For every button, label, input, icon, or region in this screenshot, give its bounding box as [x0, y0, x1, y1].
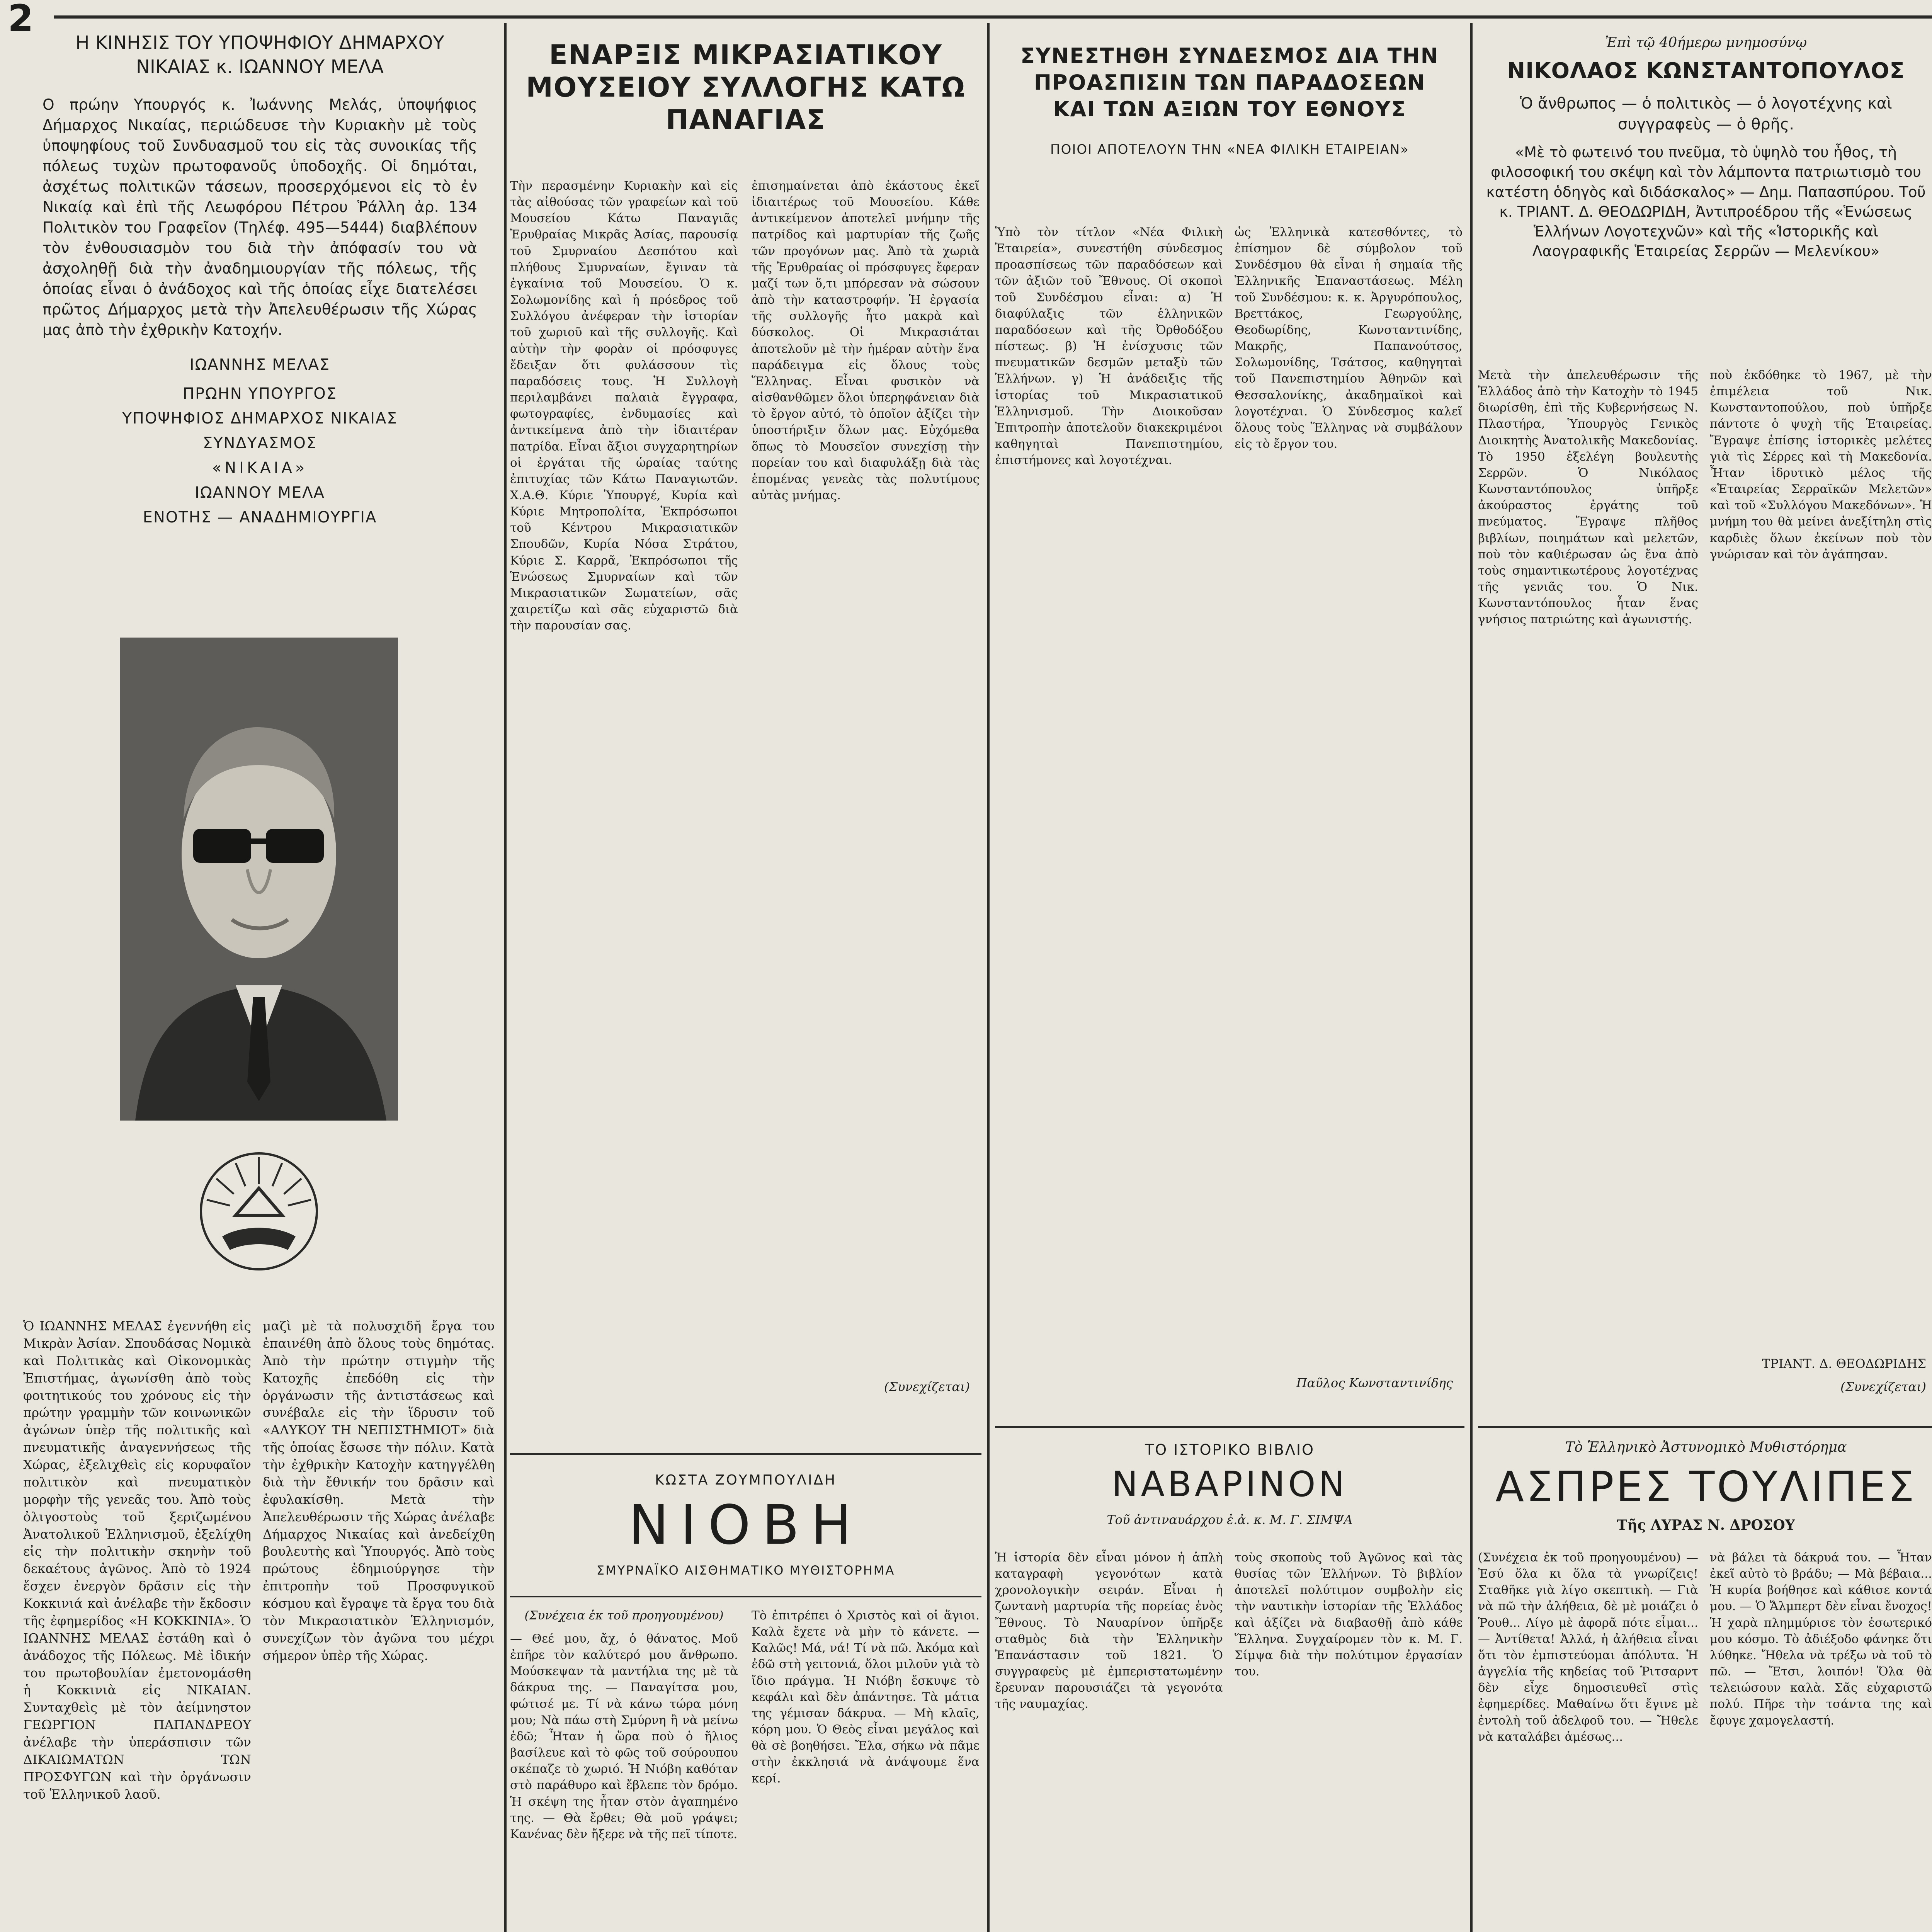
melas-body-right: μαζὶ μὲ τὰ πολυσχιδῆ ἔργα του ἐπαινέθη ἀπὸ ὅλους τοὺς δημότας. Ἀπὸ τὴν πρώτην στιγμὴν τῆς Κατοχῆς ἐπεδόθη εἰς τὴν ὀργάνωσιν τῆς ἀντιστάσεως καὶ συνέβαλε εἰς τὴν ἵδρυσιν τοῦ «ΑΛΥΚΟΥ ΤΗ ΝΕΠΙΣΤΗΜΙΟΤ» διὰ τῆς ὁποίας ἔσωσε τὴν πόλιν. Κατὰ τὴν ἐχθρικὴν Κατοχὴν κατηγγέλθη διὰ τὴν ἔθνικήν του δρᾶσιν καὶ ἐφυλακίσθη. Μετὰ τὴν Ἀπελευθέρωσιν τῆς Χώρας ἀνέλαβε Δήμαρχος Νικαίας καὶ ἀνεδείχθη βουλευτὴς καὶ Ὑπουργός. Ἀπὸ τοὺς πρώτους ἐδημιούργησε τὴν ἐπιτροπὴν τοῦ Προσφυγικοῦ κόσμου καὶ ἔγραψε τὰ ἔργα του διὰ τὸν Μικρασιατικὸν Ἑλληνισμόν, συνεχίζων τὸν ἀγῶνα του μέχρι σήμερον ὑπὲρ τῆς Χώρας. — [263, 1318, 495, 1663]
ticket-line: ΕΝΟΤΗΣ — ΑΝΑΔΗΜΙΟΥΡΓΙΑ — [143, 509, 377, 527]
museum-headline: ΕΝΑΡΞΙΣ ΜΙΚΡΑΣΙΑΤΙΚΟΥ ΜΟΥΣΕΙΟΥ ΣΥΛΛΟΓΗΣ ΚΑΤΩ ΠΑΝΑΓΙΑΣ — [526, 39, 966, 136]
column-divider-2 — [987, 23, 990, 1932]
ticket-line: ΥΠΟΨΗΦΙΟΣ ΔΗΜΑΡΧΟΣ ΝΙΚΑΙΑΣ — [122, 410, 398, 428]
association-subhead: ΠΟΙΟΙ ΑΠΟΤΕΛΟΥΝ ΤΗΝ «ΝΕΑ ΦΙΛΙΚΗ ΕΤΑΙΡΕΙΑΝ» — [1050, 142, 1409, 158]
toulipes-body-left: (Συνέχεια ἐκ τοῦ προηγουμένου) — Ἐσύ ὅλα κι ὅλα τὰ γνωρίζεις! Σταθῆκε γιὰ λίγο σκεπτικὴ. — Γιὰ νὰ πῶ τὴν ἀλήθεια, δὲ μὲ μοιάζει ὁ Ῥουθ... Λίγο μὲ ἀφορᾶ πότε εἶμαι... — Ἀντίθετα! Ἀλλά, ἡ ἀλήθεια εἶναι ὅτι τὸν ἐμπιστεύομαι ἀπόλυτα. Ἡ ἀγγελία τῆς κηδείας τοῦ Ῥιτσαρντ δὲν εἶχε δημοσιευθεῖ στὶς ἐφημερίδες. Μαθαίνω ὅτι ἔγινε μὲ ἐντολὴ τοῦ ἀδελφοῦ του. — Ἤθελε νὰ καταλάβει ἀμέσως... — [1478, 1551, 1698, 1744]
toulipes-byline: Τῆς ΛΥΡΑΣ Ν. ΔΡΟΣΟΥ — [1617, 1517, 1795, 1533]
melas-signature: ΙΩΑΝΝΗΣ ΜΕΛΑΣ — [189, 356, 330, 374]
ticket-line: ΣΥΝΔΥΑΣΜΟΣ — [202, 434, 317, 452]
niobi-body-left: — Θεέ μου, ἄχ, ὁ θάνατος. Μοῦ ἐπῆρε τὸν καλύτερό μου ἄνθρωπο. Μούσκεψαν τὰ μαντήλια της μὲ τὰ δάκρυα της. — Παναγίτσα μου, φώτισέ με. Τί νὰ κάνω τώρα μόνη μου; Νὰ πάω στὴ Σμύρνη ἢ νὰ μείνω ἐδῶ; Ἦταν ἡ ὥρα ποὺ ὁ ἥλιος βασίλευε καὶ τὸ φῶς τοῦ σούρουπου σκέπαζε τὸ χωριό. Ἡ Νιόβη καθόταν στὸ παράθυρο καὶ ἔβλεπε τὸν δρόμο. Ἡ σκέψη της ἦταν στὸν ἀγαπημένο της. — Θὰ ἔρθει; Θὰ μοῦ γράψει; Κανένας δὲν ἤξερε νὰ τῆς πεῖ τίποτε. — [510, 1632, 738, 1841]
association-article — [995, 31, 1464, 1414]
konstantopoulos-kicker: Ἐπὶ τῷ 40ήμερω μνημοσύνῳ — [1605, 35, 1807, 51]
niobi-previous: (Συνέχεια ἐκ τοῦ προηγουμένου) — [524, 1609, 724, 1622]
portrait-photo — [120, 638, 398, 1121]
museum-body-left: Τὴν περασμένην Κυριακὴν καὶ εἰς τὰς αἰθούσας τῶν γραφείων καὶ τοῦ Μουσείου Κάτω Παναγιᾶς Ἐρυθραίας Μικρᾶς Ἀσίας, παρουσίᾳ τοῦ Σμυρναίου Δεσπότου καὶ πλήθους Σμυρναίων, ἔγιναν τὰ ἐγκαίνια τοῦ Μουσείου. Ὁ κ. Σολωμονίδης καὶ ἡ πρόεδρος τοῦ Συλλόγου ἀνέφεραν τὴν ἱστορίαν τοῦ χωριοῦ καὶ τῆς συλλογῆς. Καὶ αὐτὴν τὴν φορὰν οἱ πρόσφυγες ἔδειξαν ὅτι φυλάσσουν τὶς παραδόσεις τους. Ἡ Συλλογὴ περιλαμβάνει παλαιὰ ἔγγραφα, φωτογραφίες, ἐνδυμασίες καὶ ἀντικείμενα ἀπὸ τὴν ἰδιαιτέραν πατρίδα. Εἶναι ἄξιοι συγχαρητηρίων οἱ ἐργάται τῆς ὡραίας ταύτης ἐπιτυχίας τῶν Κάτω Παναγιωτῶν. Χ.Α.Θ. Κύριε Ὑπουργέ, Κυρία καὶ Κύριε Μητροπολίτα, Ἐκπρόσωποι τοῦ Κέντρου Μικρασιατικῶν Σπουδῶν, Κυρία Νόσα Στράτου, Κύριε Σ. Καρρᾶ, Ἐκπρόσωποι τῆς Ἑνώσεως Σμυρναίων καὶ τῶν Μικρασιατικῶν Σωματείων, σᾶς χαιρετίζω καὶ σᾶς εὐχαριστῶ διὰ τὴν παρουσίαν σας. — [510, 179, 738, 633]
party-emblem — [195, 1148, 323, 1275]
konstantopoulos-quote: «Μὲ τὸ φωτεινό του πνεῦμα, τὸ ὑψηλὸ του ἦθος, τὴ φιλοσοφική του σκέψη καὶ τὸν λάμποντα πατριωτισμὸ του κατέστη ὁδηγὸς καὶ διδάσκαλος» — Δημ. Παπασπύρου. Τοῦ κ. ΤΡΙΑΝΤ. Δ. ΘΕΟΔΩΡΙΔΗ, Ἀντιπροέδρου τῆς «Ἑνώσεως Ἑλλήνων Λογοτεχνῶν» καὶ τῆς «Ἱστορικῆς καὶ Λαογραφικῆς Ἑταιρείας Σερρῶν — Μελενίκου» — [1486, 144, 1926, 260]
association-body-left: Ὑπὸ τὸν τίτλον «Νέα Φιλικὴ Ἑταιρεία», συνεστήθη σύνδεσμος προασπίσεως τῶν παραδόσεων καὶ τῶν ἀξιῶν τοῦ Ἔθνους. Οἱ σκοποὶ τοῦ Συνδέσμου εἶναι: α) Ἡ διαφύλαξις τῶν ἑλληνικῶν παραδόσεων καὶ τῆς Ὀρθοδόξου πίστεως. β) Ἡ ἐνίσχυσις τῶν πνευματικῶν δεσμῶν μεταξὺ τῶν Ἑλλήνων. γ) Ἡ ἀνάδειξις τῆς ἱστορίας τοῦ Μικρασιατικοῦ Ἑλληνισμοῦ. Τὴν Διοικοῦσαν Ἐπιτροπὴν ἀποτελοῦν διακεκριμένοι καθηγηταὶ Πανεπιστημίου, ἐπιστήμονες καὶ λογοτέχναι. — [995, 225, 1223, 468]
toulipes-serial — [1478, 1434, 1932, 1932]
navarinon-title — [995, 1464, 1464, 1505]
museum-continued: (Συνεχίζεται) — [884, 1379, 970, 1394]
column-divider-1 — [504, 23, 507, 1932]
museum-body-right: ἐπισημαίνεται ἀπὸ ἑκάστους ἐκεῖ ἰδιαιτέρως τοῦ Μουσείου. Κάθε ἀντικείμενον ἀποτελεῖ μνήμην τῆς πατρίδος καὶ μαρτυρίαν τῆς ζωῆς τῶν προγόνων μας. Ἀπὸ τὰ χωριὰ τῆς Ἐρυθραίας οἱ πρόσφυγες ἔφεραν μαζί των ὅ,τι μπόρεσαν νὰ σώσουν ἀπὸ τὴν καταστροφήν. Ἡ ἐργασία τῆς συλλογῆς ἦτο μακρὰ καὶ δύσκολος. Οἱ Μικρασιάται ἀποτελοῦν μὲ τὴν ἡμέραν αὐτὴν ἕνα παράδειγμα εἰς ὅλους τοὺς Ἕλληνας. Εἶναι φυσικὸν νὰ αἰσθανθῶμεν ὅλοι ὑπερηφάνειαν διὰ τὸ ἔργον αὐτό, τὸ ὁποῖον ἀξίζει τὴν ὑποστήριξιν ὅλων μας. Εὐχόμεθα ὅπως τὸ Μουσεῖον συνεχίσῃ τὴν πορείαν του καὶ διαφυλάξῃ διὰ τὰς ἑπομένας γενεὰς τὰς πολυτίμους αὐτὰς μνήμας. — [752, 179, 980, 502]
konstantopoulos-headline: ΝΙΚΟΛΑΟΣ ΚΩΝΣΤΑΝΤΟΠΟΥΛΟΣ — [1507, 58, 1905, 83]
niobi-serial — [510, 1464, 981, 1932]
konstantopoulos-signoff: ΤΡΙΑΝΤ. Δ. ΘΕΟΔΩΡΙΔΗΣ — [1762, 1356, 1926, 1371]
association-body-right: ὡς Ἑλληνικὰ κατεσθόντες, τὸ ἐπίσημον δὲ σύμβολον τοῦ Συνδέσμου θὰ εἶναι ἡ σημαία τῆς Ἑλληνικῆς Ἐπαναστάσεως. Μέλη τοῦ Συνδέσμου: κ. κ. Ἀργυρόπουλος, Βρεττάκος, Γεωργούλης, Θεοδωρίδης, Κωνσταντινίδης, Μακρῆς, Παπανούτσος, Σολωμονίδης, Τσάτσος, καθηγηταὶ τοῦ Πανεπιστημίου Ἀθηνῶν καὶ Θεσσαλονίκης, ἀκαδημαϊκοὶ καὶ λογοτέχναι. Ὁ Σύνδεσμος καλεῖ ὅλους τοὺς Ἕλληνας νὰ συμβάλουν εἰς τὸ ἔργον του. — [1235, 225, 1463, 451]
niobi-sub-rule — [510, 1596, 981, 1597]
melas-headline: Η ΚΙΝΗΣΙΣ ΤΟΥ ΥΠΟΨΗΦΙΟΥ ΔΗΜΑΡΧΟΥ ΝΙΚΑΙΑΣ κ. ΙΩΑΝΝΟΥ ΜΕΛΑ — [75, 32, 444, 78]
navarinon-review — [995, 1434, 1464, 1932]
konstantopoulos-subhead: Ὁ ἄνθρωπος — ὁ πολιτικὸς — ὁ λογοτέχνης καὶ συγγραφεὺς — ὁ θρῆς. — [1520, 95, 1892, 133]
association-byline: Παῦλος Κωνσταντινίδης — [1296, 1376, 1453, 1390]
ticket-line: «ΝΙΚΑΙΑ» — [212, 459, 308, 477]
konstantopoulos-continued: (Συνεχίζεται) — [1840, 1379, 1926, 1394]
top-rule — [54, 15, 1932, 19]
niobi-subtitle: ΣΜΥΡΝΑΪΚΟ ΑΙΣΘΗΜΑΤΙΚΟ ΜΥΘΙΣΤΟΡΗΜΑ — [596, 1563, 895, 1578]
portrait-figure — [120, 638, 398, 1121]
melas-body-left: Ὁ ΙΩΑΝΝΗΣ ΜΕΛΑΣ ἐγεννήθη εἰς Μικρὰν Ἀσίαν. Σπουδάσας Νομικὰ καὶ Πολιτικὰς καὶ Οἰκονομικὰς Ἐπιστήμας, ἀγωνίσθη ἀπὸ τοὺς φοιτητικούς του χρόνους εἰς τὴν πρώτην γραμμὴν τῶν κοινωνικῶν ἀγώνων ὑπὲρ τῆς πολιτικῆς καὶ πνευματικῆς ἀναγεννήσεως τῆς Χώρας, ἐξελιχθεὶς εἰς κορυφαῖον πολιτικὸν καὶ πνευματικὸν μορφὴν τῆς γενεᾶς του. Ἀπὸ τοὺς ὀλιγοστοὺς τοῦ ξεριζωμένου Ἀνατολικοῦ Ἑλληνισμοῦ, ἐξελίχθη εἰς τὴν πολιτικὴν σκηνὴν τοῦ δεκαέτους ἀγῶνος. Ἀπὸ τὸ 1924 ἔσχεν ἐνεργὸν δρᾶσιν εἰς τὴν Κοκκινιά καὶ ἀνέλαβε τὴν ἔκδοσιν τῆς ἐφημερίδος «Η ΚΟΚΚΙΝΙΑ». Ὁ ΙΩΑΝΝΗΣ ΜΕΛΑΣ ἐστάθη καὶ ὁ ἀνάδοχος τῆς Πόλεως. Μὲ ἰδικήν του πρωτοβουλίαν ἐμετονομάσθη ἡ Κοκκινιὰ εἰς ΝΙΚΑΙΑΝ. Συνταχθεὶς μὲ τὸν ἀείμνηστον ΓΕΩΡΓΙΟΝ ΠΑΠΑΝΔΡΕΟΥ ἀνέλαβε τὴν ὑπεράσπισιν τῶν ΔΙΚΑΙΩΜΑΤΩΝ ΤΩΝ ΠΡΟΣΦΥΓΩΝ καὶ τὴν ὀργάνωσιν τοῦ Ἑλληνικοῦ λαοῦ. — [23, 1318, 251, 1802]
toulipes-title: ΑΣΠΡΕΣ ΤΟΥΛΙΠΕΣ — [1495, 1463, 1917, 1511]
toulipes-body-right: νὰ βάλει τὰ δάκρυά του. — Ἦταν ἐκεῖ αὐτὸ τὸ βράδυ; — Μὰ βέβαια... Ἡ κυρία βοήθησε καὶ κάθισε κοντά μου. — Ὁ Ἄλμπερτ δὲν εἶναι ἔνοχος! Ἡ χαρὰ πλημμύρισε τὸν ἐσωτερικό μου κόσμο. Τὸ ἀδιέξοδο φάνηκε ὅτι λύθηκε. Ἤθελα νὰ τρέξω νὰ τοῦ τὸ πῶ. — Ἔτσι, λοιπόν! Ὅλα θὰ τελειώσουν καλὰ. Σᾶς εὐχαριστῶ πολύ. Πῆρε τὴν τσάντα της καὶ ἔφυγε χαμογελαστή. — [1710, 1551, 1932, 1728]
melas-ticket — [23, 381, 497, 530]
konstantopoulos-body-left: Μετὰ τὴν ἀπελευθέρωσιν τῆς Ἑλλάδος ἀπὸ τὴν Κατοχὴν τὸ 1945 διωρίσθη, ἐπὶ τῆς Κυβερνήσεως Ν. Πλαστήρα, Ὑπουργὸς Γενικὸς Διοικητὴς Ἀνατολικῆς Μακεδονίας. Τὸ 1950 ἐξελέγη βουλευτὴς Σερρῶν. Ὁ Νικόλαος Κωνσταντόπουλος ὑπῆρξε ἀκούραστος ἐργάτης τοῦ πνεύματος. Ἔγραψε πλῆθος βιβλίων, ποιημάτων καὶ μελετῶν, ποὺ τὸν καθιέρωσαν ὡς ἕνα ἀπὸ τοὺς σημαντικωτέρους λογοτέχνας τῆς γενιᾶς του. Ὁ Νικ. Κωνσταντόπουλος ἦταν ἕνας γνήσιος πατριώτης καὶ ἀγωνιστής. — [1478, 368, 1698, 627]
association-headline: ΣΥΝΕΣΤΗΘΗ ΣΥΝΔΕΣΜΟΣ ΔΙΑ ΤΗΝ ΠΡΟΑΣΠΙΣΙΝ ΤΩΝ ΠΑΡΑΔΟΣΕΩΝ ΚΑΙ ΤΩΝ ΑΞΙΩΝ ΤΟΥ ΕΘΝΟΥΣ — [1020, 44, 1439, 122]
navarinon-body-right: τοὺς σκοποὺς τοῦ Ἀγῶνος καὶ τὰς θυσίας τῶν Ἑλλήνων. Τὸ βιβλίον ἀποτελεῖ πολύτιμον συμβολὴν εἰς τὴν ναυτικὴν ἱστορίαν τῆς Ἑλλάδος καὶ ἀξίζει νὰ διαβασθῇ ἀπὸ κάθε Ἕλληνα. Συγχαίρομεν τὸν κ. Μ. Γ. Σίμψα διὰ τὴν πολύτιμον ἐργασίαν του. — [1235, 1551, 1463, 1679]
ticket-line: ΠΡΩΗΝ ΥΠΟΥΡΓΟΣ — [182, 385, 337, 403]
melas-article — [23, 31, 497, 1932]
niobi-author: ΚΩΣΤΑ ΖΟΥΜΠΟΥΛΙΔΗ — [655, 1472, 837, 1488]
melas-intro: Ο πρώην Υπουργός κ. Ἰωάννης Μελάς, ὑποψήφιος Δήμαρχος Νικαίας, περιώδευσε τὴν Κυριακὴν μὲ τοὺς ὑποψηφίους τοῦ Συνδυασμοῦ του εἰς τὰς συνοικίας τῆς πόλεως τυχὼν πρωτοφανοῦς ὑποδοχῆς. Οἱ δημόται, ἀσχέτως πολιτικῶν τάσεων, προσερχόμενοι εἰς τὸ ἐν Νικαίᾳ καὶ ἐπὶ τῆς Λεωφόρου Πέτρου Ῥάλλη ἀρ. 134 Πολιτικὸν του Γραφεῖον (Τηλέφ. 495—5444) διαβλέπουν τὸν ἐνθουσιασμὸν του διὰ τὴν ἀπόφασίν του νὰ ἀσχοληθῇ διὰ τὴν ἀναδημιουργίαν τῆς πόλεως, τῆς ὁποίας εἶναι ὁ ἀνάδοχος καὶ τῆς ὁποίας εἶχε διατελέσει πρῶτος Δήμαρχος μετὰ τὴν Ἀπελευθέρωσιν τῆς Χώρας μας ἀπὸ τὴν ἐχθρικὴν Κατοχήν. — [43, 96, 477, 339]
ticket-line: ΙΩΑΝΝΟΥ ΜΕΛΑ — [195, 484, 325, 502]
museum-article — [510, 31, 981, 1437]
page-number: 2 — [8, 0, 34, 40]
navarinon-kicker: ΤΟ ΙΣΤΟΡΙΚΟ ΒΙΒΛΙΟ — [1145, 1441, 1315, 1458]
toulipes-kicker: Τὸ Ἑλληνικὸ Ἀστυνομικὸ Μυθιστόρημα — [1565, 1439, 1847, 1455]
navarinon-top-rule — [995, 1426, 1464, 1428]
niobi-body-right: Τὸ ἐπιτρέπει ὁ Χριστὸς καὶ οἱ ἅγιοι. Καλὰ ἔχετε νὰ μὴν τὸ κάνετε. — Καλῶς! Μά, νά! Τί νὰ πῶ. Ἀκόμα καὶ ἐδῶ στὴ γειτονιά, ὅλοι μιλοῦν γιὰ τὸ ἴδιο πράγμα. Ἡ Νιόβη ἔσκυψε τὸ κεφάλι καὶ δὲν ἀπάντησε. Τὰ μάτια της γέμισαν δάκρυα. — Μὴ κλαῖς, κόρη μου. Ὁ Θεὸς εἶναι μεγάλος καὶ θὰ σὲ βοηθήσει. Ἔλα, σήκω νὰ πᾶμε στὴν ἐκκλησιά νὰ ἀνάψουμε ἕνα κερί. — [752, 1609, 980, 1786]
niobi-top-rule — [510, 1453, 981, 1455]
navarinon-title-text: ΝΑΒΑΡΙΝΟΝ — [1112, 1464, 1348, 1505]
konstantopoulos-body-right: ποὺ ἐκδόθηκε τὸ 1967, μὲ τὴν ἐπιμέλεια τοῦ Νικ. Κωνσταντοπούλου, ποὺ ὑπῆρξε πάντοτε ὁ ψυχὴ τῆς Ἑταιρείας. Ἔγραψε ἐπίσης ἱστορικὲς μελέτες γιὰ τὶς Σέρρες καὶ τὴ Μακεδονία. Ἦταν ἱδρυτικὸ μέλος τῆς «Ἑταιρείας Σερραϊκῶν Μελετῶν» καὶ τοῦ «Συλλόγου Μακεδόνων». Ἡ μνήμη του θὰ μείνει ἀνεξίτηλη στὶς καρδιὲς ὅλων ἐκείνων ποὺ τὸν γνώρισαν καὶ τὸν ἀγάπησαν. — [1710, 368, 1932, 561]
emblem-icon — [195, 1148, 323, 1275]
navarinon-body-left: Ἡ ἱστορία δὲν εἶναι μόνον ἡ ἁπλὴ καταγραφὴ γεγονότων κατὰ χρονολογικὴν σειράν. Εἶναι ἡ ζωντανὴ μαρτυρία τῆς πορείας ἑνὸς Ἔθνους. Τὸ Ναυαρίνον ὑπῆρξε σταθμὸς διὰ τὴν Ἑλληνικὴν Ἐπανάστασιν τοῦ 1821. Ὁ συγγραφεὺς μὲ ἐμπεριστατωμένην ἔρευναν παρουσιάζει τὰ γεγονότα τῆς ναυμαχίας. — [995, 1551, 1223, 1711]
column-divider-3 — [1470, 23, 1473, 1932]
niobi-title: ΝΙΟΒΗ — [628, 1494, 863, 1557]
toulipes-top-rule — [1478, 1426, 1932, 1428]
navarinon-byline: Τοῦ ἀντιναυάρχου ἐ.ἀ. κ. Μ. Γ. ΣΙΜΨΑ — [1107, 1512, 1353, 1527]
konstantopoulos-article — [1478, 31, 1932, 1414]
